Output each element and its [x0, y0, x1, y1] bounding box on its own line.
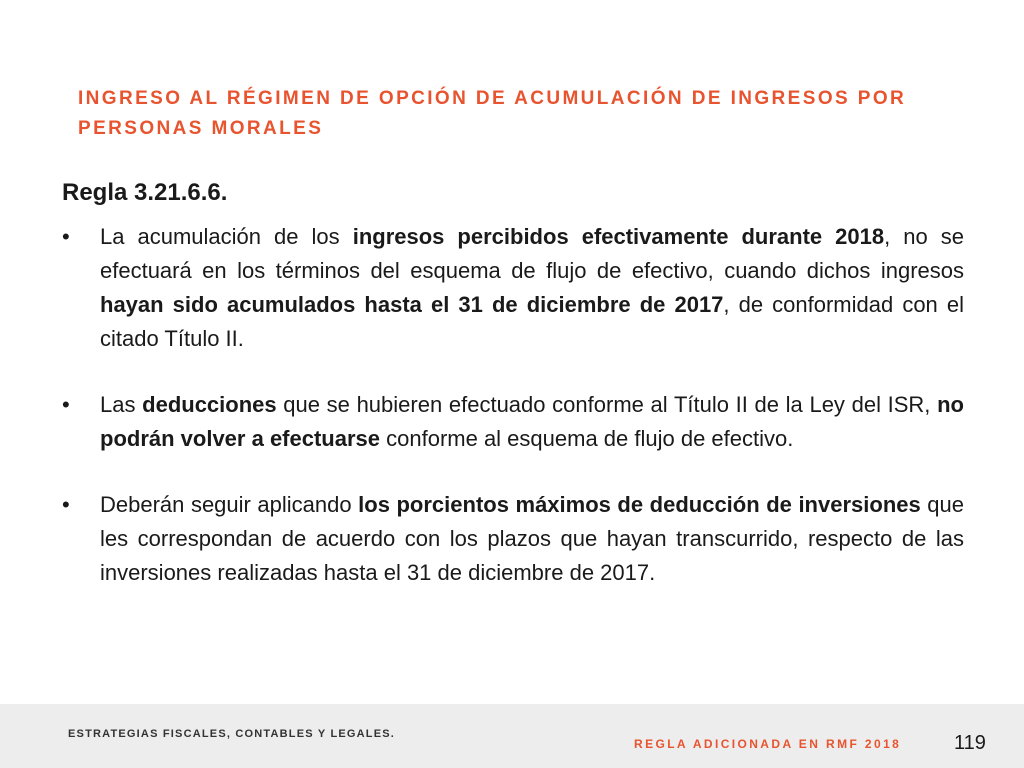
bullet-dot-icon: •	[62, 392, 70, 417]
bullet-item	[62, 388, 964, 456]
bullet-text	[100, 224, 964, 351]
bullet-dot-icon: •	[62, 492, 70, 517]
bullet-text-run: Las	[100, 392, 143, 417]
bullet-text-run: , no se efectuará en los términos del esquema de flujo de efectivo, cuando dichos ingresos	[100, 224, 965, 283]
bullet-text-emphasis: los porcientos máximos de deducción de inversiones	[358, 492, 921, 517]
bullet-text	[100, 492, 964, 585]
footer-note: REGLA ADICIONADA EN RMF 2018	[634, 737, 902, 751]
bullet-dot-icon: •	[62, 224, 70, 249]
bullet-item	[62, 488, 964, 590]
footer-company-name: ESTRATEGIAS FISCALES, CONTABLES Y LEGALES.	[68, 728, 396, 740]
bullet-text-run: conforme al esquema de flujo de efectivo.	[380, 426, 794, 451]
bullet-text-emphasis: deducciones	[142, 392, 277, 417]
bullet-text-run: Deberán seguir aplicando	[100, 492, 359, 517]
rule-heading: Regla 3.21.6.6.	[62, 179, 228, 206]
bullet-text-emphasis: hayan sido acumulados hasta el 31 de diciembre de 2017	[100, 292, 724, 317]
bullet-text-emphasis: no podrán volver a efectuarse	[100, 392, 964, 451]
page-number: 119	[954, 732, 986, 754]
bullet-text-run: que se hubieren efectuado conforme al Título II de la Ley del ISR,	[276, 392, 938, 417]
bullet-item	[62, 220, 964, 356]
bullet-text-run: que les correspondan de acuerdo con los plazos que hayan transcurrido, respecto de las inversiones realizadas hasta el 31 de diciembre de 2017.	[100, 492, 964, 585]
bullet-text-emphasis: ingresos percibidos efectivamente durante 2018	[352, 224, 885, 249]
slide-title: INGRESO AL RÉGIMEN DE OPCIÓN DE ACUMULACIÓN DE INGRESOS POR PERSONAS MORALES	[78, 88, 907, 139]
footer-bar	[0, 704, 1024, 768]
bullet-list	[62, 220, 964, 622]
bullet-text	[100, 392, 964, 451]
bullet-text-run: La acumulación de los	[100, 224, 353, 249]
bullet-text-run: , de conformidad con el citado Título II.	[100, 292, 964, 351]
